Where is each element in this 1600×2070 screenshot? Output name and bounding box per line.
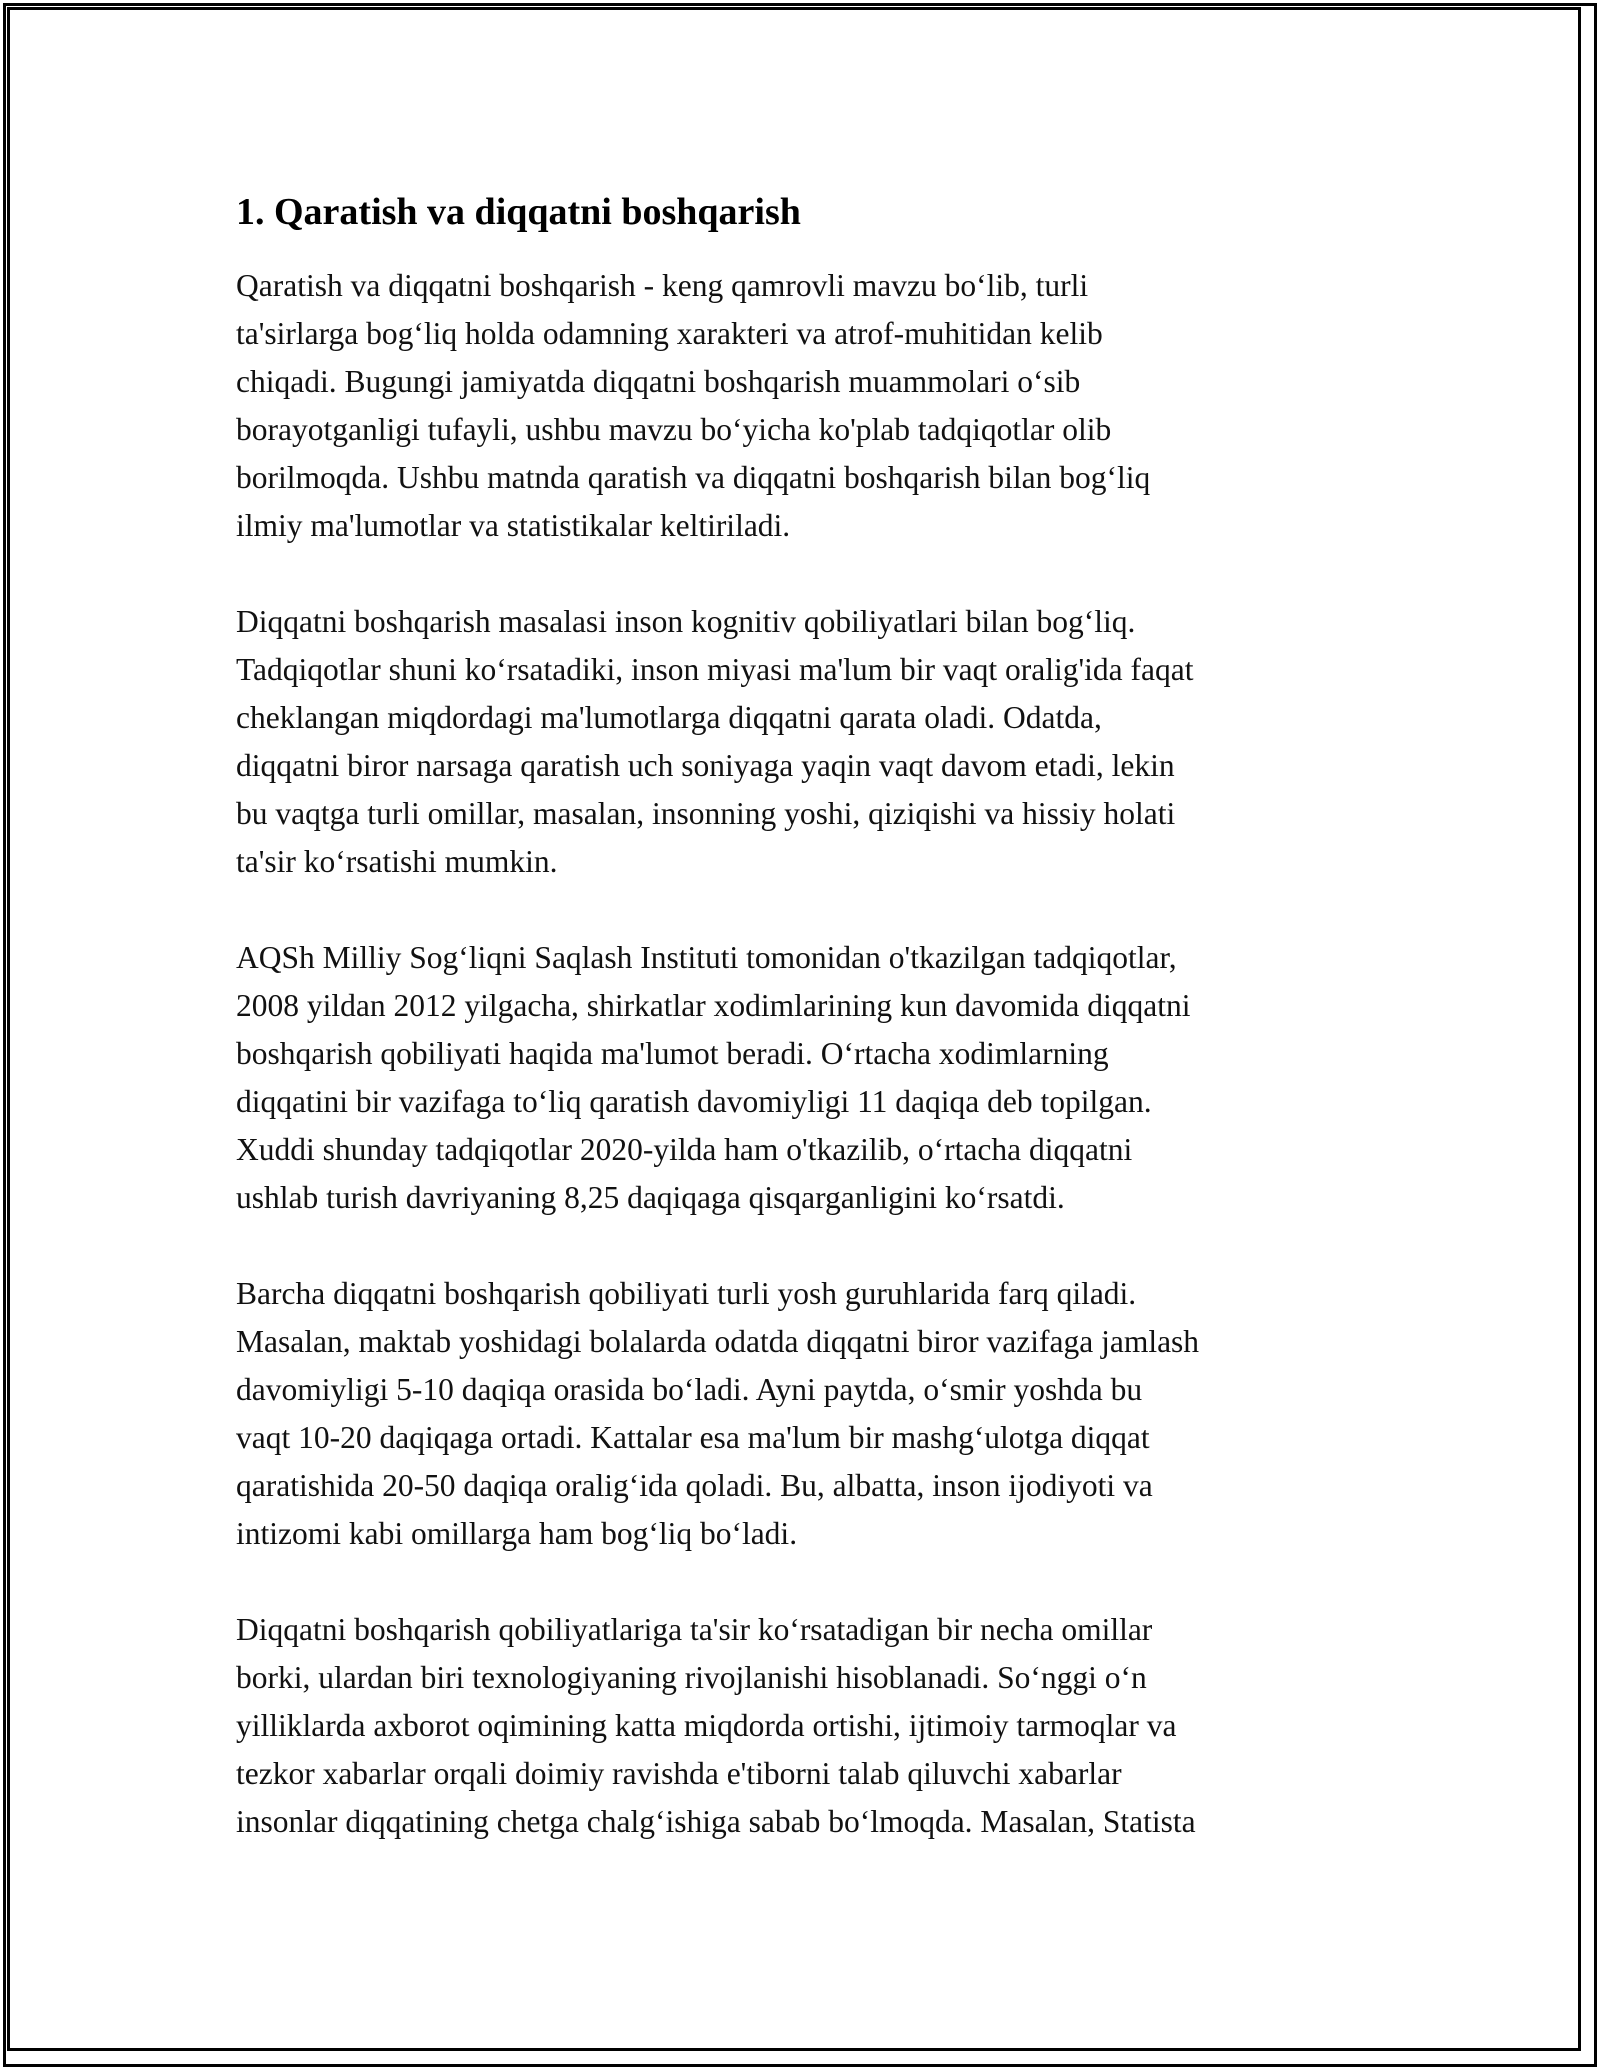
document-body bbox=[236, 184, 1376, 1894]
text-line: ta'sirlarga bog‘liq holda odamning xarakteri va atrof-muhitidan kelib bbox=[236, 316, 1103, 351]
text-line: borayotganligi tufayli, ushbu mavzu bo‘yicha ko'plab tadqiqotlar olib bbox=[236, 412, 1112, 447]
text-line: borilmoqda. Ushbu matnda qaratish va diqqatni boshqarish bilan bog‘liq bbox=[236, 460, 1151, 495]
text-line: tezkor xabarlar orqali doimiy ravishda e'tiborni talab qiluvchi xabarlar bbox=[236, 1756, 1122, 1791]
text-line: bu vaqtga turli omillar, masalan, insonning yoshi, qiziqishi va hissiy holati bbox=[236, 796, 1176, 831]
text-line: diqqatni biror narsaga qaratish uch soniyaga yaqin vaqt davom etadi, lekin bbox=[236, 748, 1175, 783]
text-line: chiqadi. Bugungi jamiyatda diqqatni boshqarish muammolari o‘sib bbox=[236, 364, 1081, 399]
text-line: Tadqiqotlar shuni ko‘rsatadiki, inson miyasi ma'lum bir vaqt oralig'ida faqat bbox=[236, 652, 1194, 687]
text-line: Qaratish va diqqatni boshqarish - keng qamrovli mavzu bo‘lib, turli bbox=[236, 268, 1089, 303]
paragraph-technology bbox=[236, 1606, 1376, 1846]
text-line: ushlab turish davriyaning 8,25 daqiqaga qisqarganligini ko‘rsatdi. bbox=[236, 1180, 1065, 1215]
text-line: borki, ulardan biri texnologiyaning rivojlanishi hisoblanadi. So‘nggi o‘n bbox=[236, 1660, 1147, 1695]
text-line: ta'sir ko‘rsatishi mumkin. bbox=[236, 844, 558, 879]
section-title: 1. Qaratish va diqqatni boshqarish bbox=[236, 191, 801, 233]
text-line: diqqatini bir vazifaga to‘liq qaratish davomiyligi 11 daqiqa deb topilgan. bbox=[236, 1084, 1152, 1119]
text-line: boshqarish qobiliyati haqida ma'lumot beradi. O‘rtacha xodimlarning bbox=[236, 1036, 1109, 1071]
text-line: ilmiy ma'lumotlar va statistikalar keltiriladi. bbox=[236, 508, 791, 543]
paragraph-research bbox=[236, 934, 1376, 1222]
text-line: Xuddi shunday tadqiqotlar 2020-yilda ham o'tkazilib, o‘rtacha diqqatni bbox=[236, 1132, 1133, 1167]
text-line: cheklangan miqdordagi ma'lumotlarga diqqatni qarata oladi. Odatda, bbox=[236, 700, 1102, 735]
paragraph-intro bbox=[236, 262, 1376, 550]
text-line: AQSh Milliy Sog‘liqni Saqlash Instituti tomonidan o'tkazilgan tadqiqotlar, bbox=[236, 940, 1177, 975]
paragraph-cognitive bbox=[236, 598, 1376, 886]
text-line: Masalan, maktab yoshidagi bolalarda odatda diqqatni biror vazifaga jamlash bbox=[236, 1324, 1200, 1359]
text-line: yilliklarda axborot oqimining katta miqdorda ortishi, ijtimoiy tarmoqlar va bbox=[236, 1708, 1177, 1743]
text-line: davomiyligi 5-10 daqiqa orasida bo‘ladi. Ayni paytda, o‘smir yoshda bu bbox=[236, 1372, 1143, 1407]
text-line: Barcha diqqatni boshqarish qobiliyati turli yosh guruhlarida farq qiladi. bbox=[236, 1276, 1137, 1311]
text-line: qaratishida 20-50 daqiqa oralig‘ida qoladi. Bu, albatta, inson ijodiyoti va bbox=[236, 1468, 1153, 1503]
text-line: vaqt 10-20 daqiqaga ortadi. Kattalar esa ma'lum bir mashg‘ulotga diqqat bbox=[236, 1420, 1150, 1455]
text-line: intizomi kabi omillarga ham bog‘liq bo‘ladi. bbox=[236, 1516, 798, 1551]
paragraph-age-groups bbox=[236, 1270, 1376, 1558]
text-line: 2008 yildan 2012 yilgacha, shirkatlar xodimlarining kun davomida diqqatni bbox=[236, 988, 1191, 1023]
text-line: Diqqatni boshqarish qobiliyatlariga ta'sir ko‘rsatadigan bir necha omillar bbox=[236, 1612, 1153, 1647]
text-line: insonlar diqqatining chetga chalg‘ishiga sabab bo‘lmoqda. Masalan, Statista bbox=[236, 1804, 1196, 1839]
text-line: Diqqatni boshqarish masalasi inson kognitiv qobiliyatlari bilan bog‘liq. bbox=[236, 604, 1136, 639]
